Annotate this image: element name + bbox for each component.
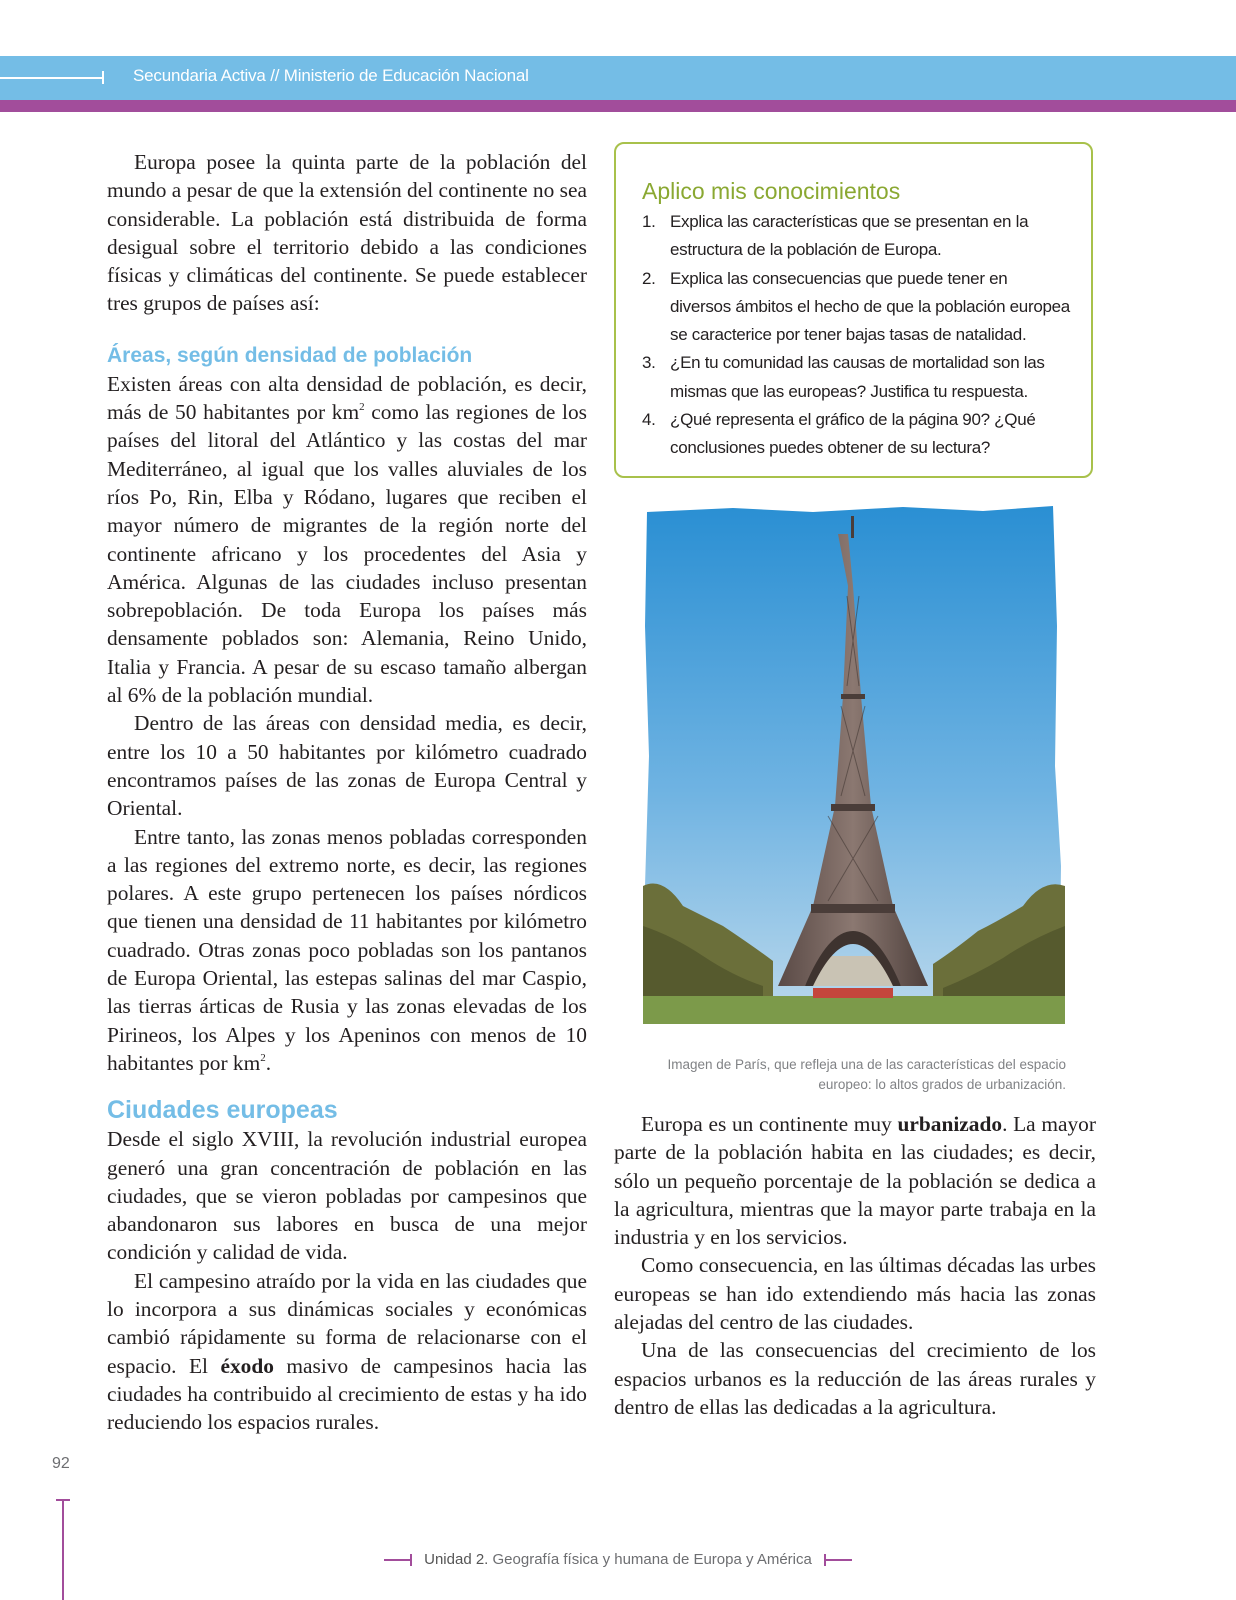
footer [0,1551,1236,1568]
cities-paragraph: Desde el siglo XVIII, la revolución industrial europea generó una gran concentración de población en las ciudades, que se vieron pobladas por campesinos que abandonaron sus labores en busca de una mejor condición y calidad de vida. [107,1127,587,1265]
rural-paragraph: Una de las consecuencias del crecimiento de los espacios urbanos es la reducción de las áreas rurales y dentro de ellas las dedicadas a la agricultura. [614,1338,1096,1419]
urbanization-text-a: Europa es un continente muy [641,1112,898,1136]
activity-box [614,142,1093,478]
intro-paragraph: Europa posee la quinta parte de la población del mundo a pesar de que la extensión del continente no sea considerable. La población está distribuida de forma desigual sobre el territorio debido a las condiciones físicas y climáticas del continente. Se puede establecer tres grupos de países así: [107,150,587,316]
high-density-paragraph [107,370,587,710]
low-density-paragraph [107,823,587,1078]
superscript: 2 [260,1051,266,1064]
activity-item-text: Explica las características que se presentan en la estructura de la población de Europa. [670,212,1029,260]
header-rule-tick [102,71,104,84]
peasant-bold-term: éxodo [220,1353,274,1378]
footer-title: Geografía física y humana de Europa y América [492,1551,812,1568]
low-density-text-a: Entre tanto, las zonas menos pobladas corresponden a las regiones del extremo norte, es decir, las regiones polares. A este grupo pertenecen los países nórdicos que tienen una densidad de 11 habitantes por kilómetro cuadrado. Otras zonas poco pobladas son los pantanos de Europa Oriental, las estepas salinas del mar Caspio, las tierras árticas de Rusia y las zonas elevadas de los Pirineos, los Alpes y los Apeninos con menos de 10 habitantes por km [107,824,587,1075]
low-density-text-b: . [265,1050,272,1075]
activity-item [642,265,1072,350]
cities-heading: Ciudades europeas [107,1096,338,1125]
urbanization-paragraph [614,1110,1096,1251]
high-density-text-a: Existen áreas con alta densidad de población, es decir, más de 50 habitantes por km [107,371,587,425]
margin-rule-tick [56,1499,70,1501]
footer-dash-left [384,1559,412,1561]
activity-item [642,208,1072,265]
density-heading: Áreas, según densidad de población [107,343,473,367]
eiffel-tower-illustration [643,506,1065,1024]
activity-item [642,349,1072,406]
medium-density-paragraph: Dentro de las áreas con densidad media, es decir, entre los 10 a 50 habitantes por kilómetro cuadrado encontramos países de las zonas de Europa Central y Oriental. [107,711,587,821]
activity-item-number: 2. [642,268,656,288]
peasant-text-b: masivo de campesinos hacia las ciudades ha contribuido al crecimiento de estas y ha ido reduciendo los espacios rurales. [107,1353,587,1435]
activity-item-text: Explica las consecuencias que puede tener en diversos ámbitos el hecho de que la población europea se caracterice por tener bajas tasas de natalidad. [670,268,1070,345]
activity-item-number: 3. [642,353,656,373]
superscript: 2 [359,401,365,414]
activity-item-text: ¿En tu comunidad las causas de mortalidad son las mismas que las europeas? Justifica tu respuesta. [670,353,1045,401]
header-title: Secundaria Activa // Ministerio de Educación Nacional [133,66,529,85]
photo-caption: Imagen de París, que refleja una de las características del espacio europeo: lo altos grados de urbanización. [667,1057,1066,1092]
header-stripe [0,100,1236,112]
margin-rule [62,1500,64,1600]
activity-title: Aplico mis conocimientos [642,178,901,204]
activity-item-number: 4. [642,410,656,430]
urbanization-bold-term: urbanizado [897,1112,1003,1136]
peasant-text-a: El campesino atraído por la vida en las ciudades que lo incorpora a sus dinámicas sociales y económicas cambió rápidamente su forma de relacionarse con el espacio. El [107,1268,587,1378]
activity-item-text: ¿Qué representa el gráfico de la página 90? ¿Qué conclusiones puedes obtener de su lectura? [670,410,1036,458]
eiffel-tower-photo [643,506,1065,1024]
header-rule [0,77,104,79]
peasant-paragraph [107,1267,587,1437]
left-column [107,148,587,1436]
high-density-text-b: como las regiones de los países del litoral del Atlántico y las costas del mar Mediterráneo, al igual que los valles aluviales de los ríos Po, Rin, Elba y Ródano, lugares que reciben el mayor número de migrantes de la región norte del continente africano y los procedentes del Asia y América. Algunas de las ciudades incluso presentan sobrepoblación. De toda Europa los países más densamente poblados son: Alemania, Reino Unido, Italia y Francia. A pesar de su escaso tamaño albergan al 6% de la población mundial. [107,400,587,708]
right-column [614,1110,1096,1421]
urbanization-text-b: . La mayor parte de la población habita en las ciudades; es decir, sólo un pequeño porcentaje de la población se dedica a la agricultura, mientras que la mayor parte trabaja en la industria y en los servicios. [614,1112,1096,1250]
footer-unit: Unidad 2. [424,1551,489,1568]
consequence-paragraph: Como consecuencia, en las últimas décadas las urbes europeas se han ido extendiendo más hacia las zonas alejadas del centro de las ciudades. [614,1253,1096,1335]
activity-list [642,208,1072,463]
page-number: 92 [52,1455,70,1472]
activity-item [642,406,1072,463]
activity-item-number: 1. [642,212,656,231]
footer-dash-right [824,1559,852,1561]
